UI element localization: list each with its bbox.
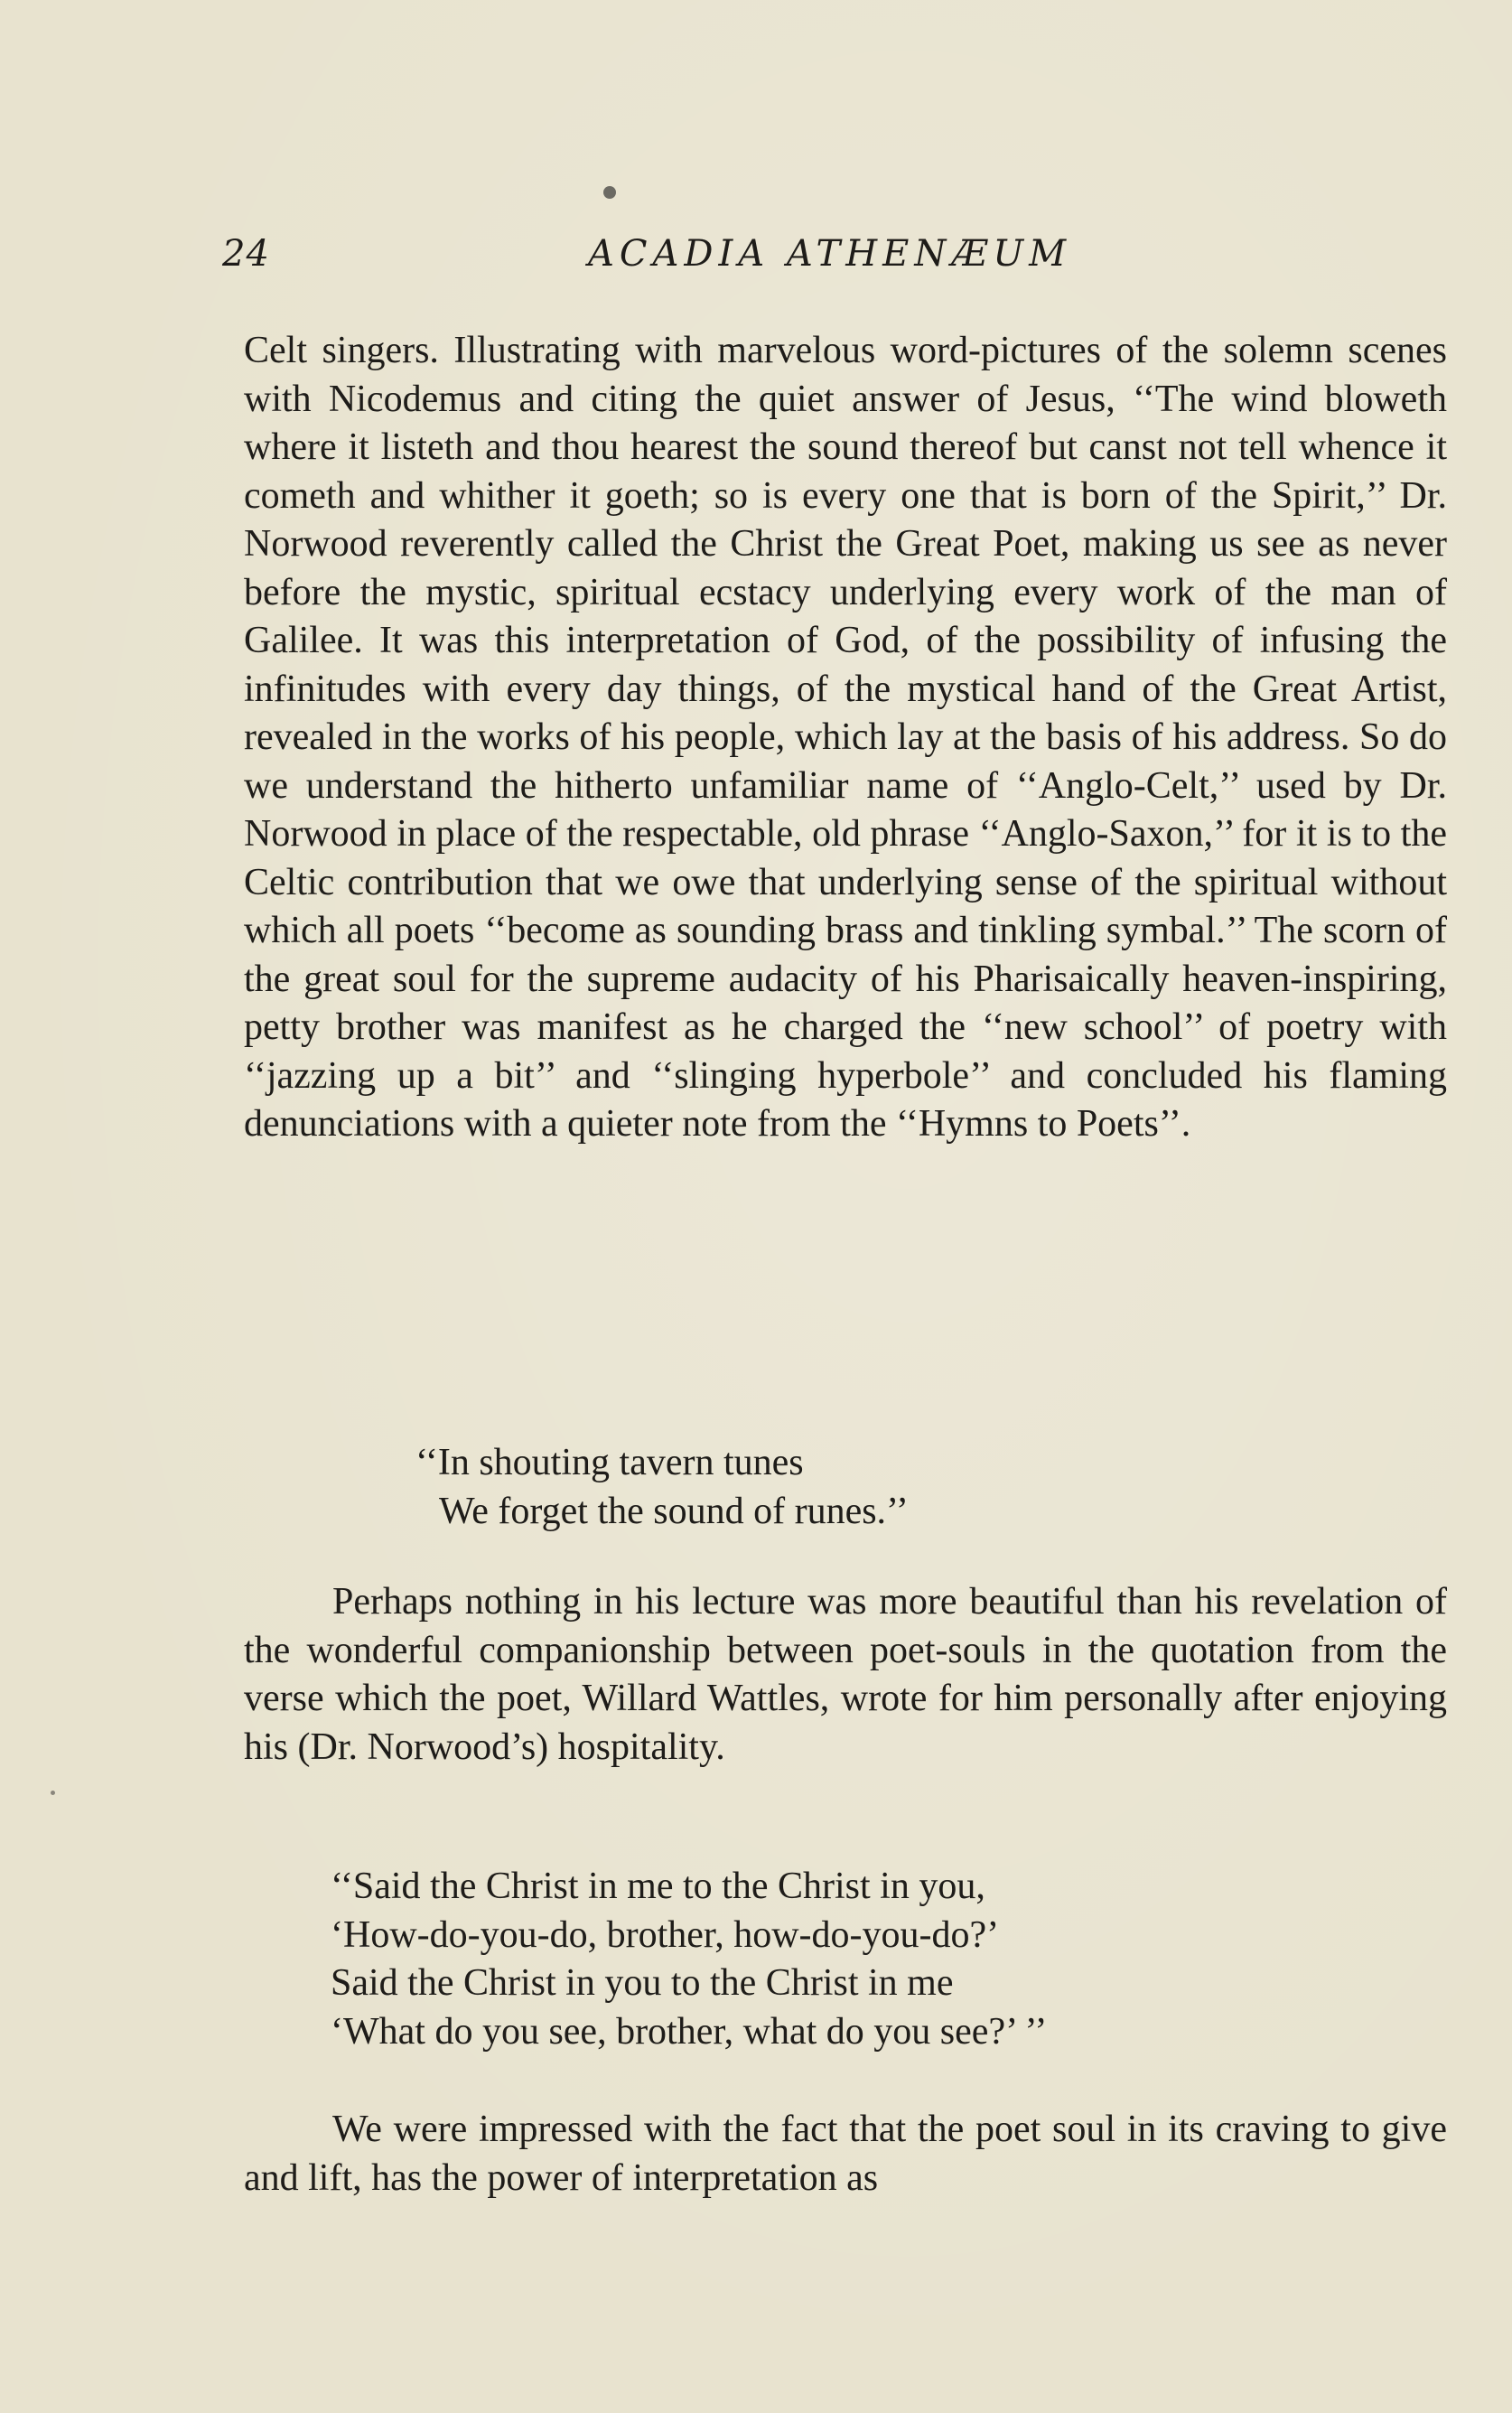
margin-speck [51,1791,55,1795]
verse-2-line-2: ‘How-do-you-do, brother, how-do-you-do?’ [331,1913,1000,1956]
verse-quote-2 [331,1863,1047,2056]
verse-2-line-1: ‘‘Said the Christ in me to the Christ in you, [331,1866,985,1907]
verse-1-line-1: ‘‘In shouting tavern tunes [415,1442,804,1483]
paragraph-3: We were impressed with the fact that the poet soul in its craving to give and lift, has the power of interpretation as [244,2109,1447,2199]
page-header [222,233,1125,287]
paragraph-1: Celt singers. Illustrating with marvelous word-pictures of the solemn scenes with Nicodemus and citing the quiet answer of Jesus, ‘‘The wind bloweth where it listeth and thou hearest the sound thereof but canst not tell whence it cometh and whither it goeth; so is every one that is born of the Spirit,’’ Dr. Norwood reverently called the Christ the Great Poet, making us see as never before the mystic, spiritual ecstacy underlying every work of the man of Galilee. It was this interpretation of God, of the possibility of infusing the infinitudes with every day things, of the mystical hand of the Great Artist, revealed in the works of his people, which lay at the basis of his address. So do we understand the hitherto unfamiliar name of ‘‘Anglo-Celt,’’ used by Dr. Norwood in place of the respectable, old phrase ‘‘Anglo-Saxon,’’ for it is to the Celtic contribution that we owe that underlying sense of the spiritual without which all poets ‘‘become as sounding brass and tinkling symbal.’’ The scorn of the great soul for the supreme audacity of his Pharisaically heaven-inspiring, petty brother was manifest as he charged the ‘‘new school’’ of poetry with ‘‘jazzing up a bit’’ and ‘‘slinging hyperbole’’ and concluded his flaming denunciations with a quieter note from the ‘‘Hymns to Poets’’. [244,330,1447,1145]
ink-spot-mark [603,186,616,199]
verse-2-line-4: ‘What do you see, brother, what do you see?’ ’’ [331,2010,1048,2053]
verse-2-line-3: Said the Christ in you to the Christ in me [331,1962,954,2004]
main-text-block [244,327,1447,1149]
paragraph-2: Perhaps nothing in his lecture was more beautiful than his revelation of the wonderful companionship between poet-souls in the quotation from the verse which the poet, Willard Wattles, wrote for him personally after enjoying his (Dr. Norwood’s) hospitality. [244,1581,1447,1768]
verse-1-line-2: We forget the sound of runes.’’ [439,1491,909,1532]
page-number: 24 [222,233,270,275]
verse-quote-1 [415,1438,909,1536]
running-head: ACADIA ATHENÆUM [588,233,1072,275]
